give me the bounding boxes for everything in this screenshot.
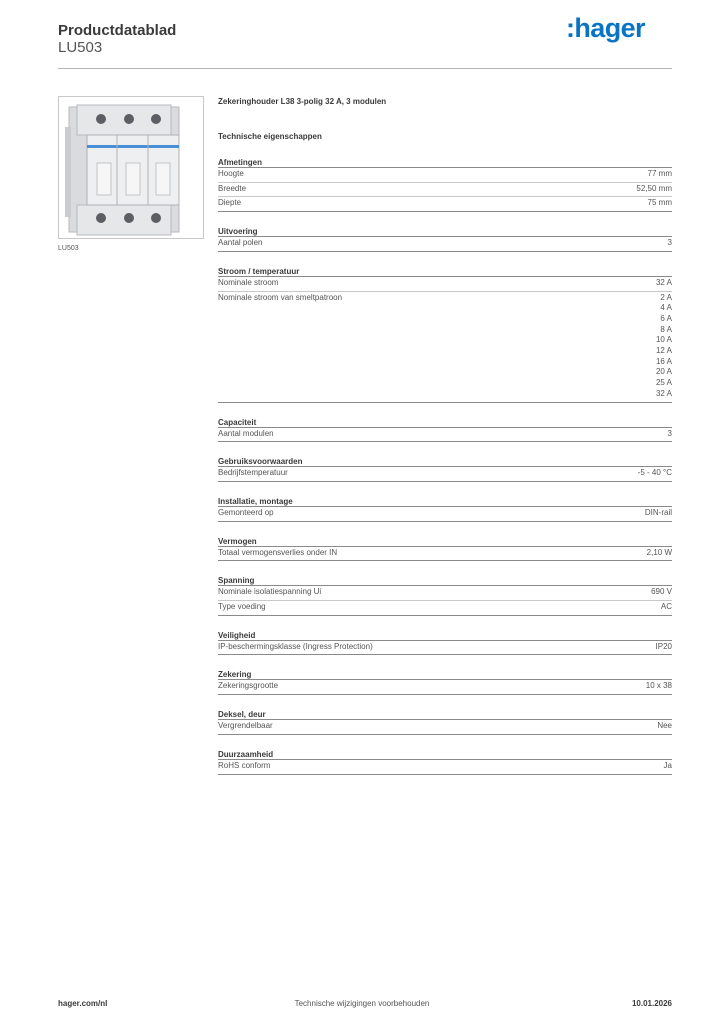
spec-value-line: IP20 [655, 641, 672, 651]
spec-label: RoHS conform [218, 760, 271, 770]
spec-row [218, 641, 672, 656]
header-title: Productdatablad [58, 22, 177, 39]
spec-value [648, 169, 672, 180]
spec-value-line: 2,10 W [646, 547, 672, 557]
spec-section [218, 536, 672, 562]
section-title: Afmetingen [218, 157, 672, 168]
spec-value [661, 602, 672, 613]
spec-section [218, 266, 672, 403]
spec-label: Diepte [218, 198, 242, 208]
image-caption: LU503 [58, 245, 79, 252]
spec-section [218, 157, 672, 212]
product-image [58, 96, 204, 239]
spec-label: Nominale stroom van smeltpatroon [218, 292, 343, 302]
product-description: Zekeringhouder L38 3-polig 32 A, 3 modulen [218, 97, 387, 106]
spec-value [664, 761, 672, 772]
section-title: Capaciteit [218, 417, 672, 428]
header-divider [58, 68, 672, 69]
spec-value-line: 16 A [655, 356, 672, 366]
spec-label: Zekeringsgrootte [218, 681, 279, 691]
spec-content [218, 96, 672, 775]
spec-section [218, 496, 672, 522]
spec-section [218, 226, 672, 252]
spec-section [218, 749, 672, 775]
spec-row [218, 680, 672, 695]
spec-value-line: 32 A [655, 277, 672, 287]
footer-date: 10.01.2026 [631, 999, 672, 1008]
hager-logo: :hager [566, 13, 645, 43]
spec-value-line: 10 x 38 [645, 681, 672, 691]
spec-section [218, 630, 672, 656]
spec-row [218, 720, 672, 735]
spec-value [638, 468, 672, 479]
spec-label: Breedte [218, 183, 247, 193]
section-title: Duurzaamheid [218, 749, 672, 760]
section-title: Uitvoering [218, 226, 672, 237]
spec-row [218, 197, 672, 212]
spec-label: Gemonteerd op [218, 507, 274, 517]
spec-row [218, 183, 672, 198]
spec-value [668, 238, 672, 249]
spec-value-line: AC [660, 602, 672, 612]
spec-row [218, 760, 672, 775]
spec-label: Nominale isolatiespanning Ui [218, 587, 322, 597]
section-title: Gebruiksvoorwaarden [218, 456, 672, 467]
section-title: Stroom / temperatuur [218, 266, 672, 277]
spec-value-line: 8 A [660, 324, 672, 334]
spec-label: IP-beschermingsklasse (Ingress Protection) [218, 641, 373, 651]
spec-row [218, 586, 672, 601]
section-title: Vermogen [218, 536, 672, 547]
spec-label: Aantal polen [218, 238, 263, 248]
spec-section [218, 417, 672, 443]
spec-label: Type voeding [218, 602, 266, 612]
spec-row [218, 277, 672, 292]
tech-properties-title: Technische eigenschappen [218, 132, 322, 141]
spec-section [218, 575, 672, 615]
product-code: LU503 [58, 39, 103, 56]
spec-label: Vergrendelbaar [218, 721, 273, 731]
spec-label: Aantal modulen [218, 428, 274, 438]
spec-label: Hoogte [218, 169, 244, 178]
spec-value [648, 198, 672, 209]
spec-value-line: 32 A [655, 388, 672, 398]
spec-value-line: Ja [663, 760, 672, 770]
spec-label: Nominale stroom [218, 277, 279, 287]
spec-row [218, 547, 672, 562]
spec-section [218, 669, 672, 695]
spec-value-line: 4 A [660, 303, 672, 313]
section-title: Zekering [218, 669, 672, 680]
spec-value [668, 429, 672, 440]
spec-value-line: 12 A [655, 346, 672, 356]
spec-value [645, 508, 672, 519]
fuse-holder-illustration [59, 97, 203, 238]
spec-value-line: 3 [667, 428, 672, 438]
spec-label: Totaal vermogensverlies onder IN [218, 547, 338, 557]
spec-value [636, 184, 672, 195]
spec-value-line: 25 A [655, 378, 672, 388]
spec-value-line: 52,50 mm [636, 183, 672, 193]
section-title: Deksel, deur [218, 709, 672, 720]
spec-value [656, 642, 672, 653]
spec-value-line: -5 - 40 °C [637, 468, 672, 478]
spec-value-line: DIN-rail [644, 507, 672, 517]
footer-website[interactable]: hager.com/nl [58, 999, 108, 1008]
spec-row [218, 428, 672, 443]
spec-value-line: 75 mm [647, 198, 672, 208]
spec-row [218, 467, 672, 482]
spec-row [218, 507, 672, 522]
spec-row [218, 168, 672, 183]
spec-value-line: 2 A [660, 292, 672, 302]
spec-label: Bedrijfstemperatuur [218, 468, 288, 478]
section-title: Installatie, montage [218, 496, 672, 507]
footer-disclaimer: Technische wijzigingen voorbehouden [294, 999, 430, 1008]
spec-sections [218, 157, 672, 775]
section-title: Veiligheid [218, 630, 672, 641]
spec-value [657, 721, 672, 732]
spec-value-line: 20 A [655, 367, 672, 377]
spec-value [656, 278, 672, 289]
section-title: Spanning [218, 575, 672, 586]
spec-value-line: Nee [657, 721, 672, 731]
spec-value-line: 3 [667, 238, 672, 248]
spec-section [218, 709, 672, 735]
spec-value-line: 10 A [655, 335, 672, 345]
spec-section [218, 456, 672, 482]
spec-value [651, 587, 672, 598]
spec-row [218, 292, 672, 403]
spec-value-line: 6 A [660, 313, 672, 323]
spec-row [218, 237, 672, 252]
spec-value [647, 548, 672, 559]
spec-value [646, 681, 672, 692]
spec-value-line: 77 mm [647, 169, 672, 178]
spec-row [218, 601, 672, 616]
spec-value-line: 690 V [651, 587, 672, 597]
spec-value [656, 293, 672, 400]
